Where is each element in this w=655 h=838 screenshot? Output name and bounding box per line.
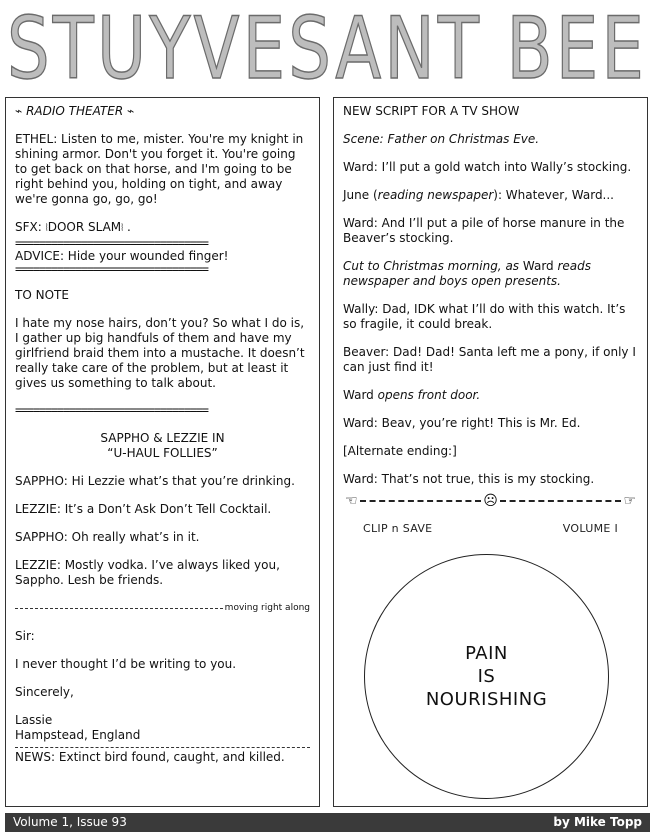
cut-line <box>343 492 638 510</box>
pointing-hand-right-icon: ☞ <box>623 493 637 509</box>
ethel-line: ETHEL: Listen to me, mister. You're my knight in shining armor. Don't you forget it. You're going to get back on that horse, and I'm going to be right behind you, holding on tight, and away we're gonna go, go, go! <box>15 132 304 206</box>
radio-icon: ⌁ <box>127 104 135 118</box>
left-column <box>5 97 320 807</box>
radio-theater-header: ⌁ RADIO THEATER ⌁ <box>15 104 135 118</box>
letter-closing: Sincerely, <box>15 685 74 699</box>
radio-icon: ⌁ <box>15 104 23 118</box>
script-line: Wally: Dad, IDK what I’ll do with this watch. It’s so fragile, it could break. <box>343 302 626 331</box>
tv-script-header: NEW SCRIPT FOR A TV SHOW <box>343 104 520 118</box>
letter-salutation: Sir: <box>15 629 35 643</box>
script-line: Beaver: Dad! Dad! Santa left me a pony, if only I can just find it! <box>343 345 636 374</box>
dialogue-line: LEZZIE: Mostly vodka. I’ve always liked you, Sappho. Lesh be friends. <box>15 558 280 587</box>
sappho-title-line1: SAPPHO & LEZZIE IN <box>100 431 225 445</box>
nose-hairs-paragraph: I hate my nose hairs, don’t you? So what I do is, I gather up big handfuls of them and have my girlfriend braid them into a mustache. It doesn’t really take care of the problem, but at least it gives us something to talk about. <box>15 316 305 390</box>
byline: by Mike Topp <box>553 815 642 829</box>
stage-direction: Cut to Christmas morning, as Ward reads newspaper and boys open presents. <box>343 259 592 288</box>
divider: ================================ <box>15 405 208 416</box>
divider: ================================ <box>15 238 208 249</box>
script-line: [Alternate ending:] <box>343 444 457 458</box>
dialogue-line: SAPPHO: Oh really what’s in it. <box>15 530 200 544</box>
advice-line: ADVICE: Hide your wounded finger! <box>15 249 229 263</box>
dashed-divider <box>15 747 310 748</box>
stage-direction: Ward opens front door. <box>343 388 481 402</box>
to-note-header: TO NOTE <box>15 288 69 302</box>
script-line: Ward: And I’ll put a pile of horse manure in the Beaver’s stocking. <box>343 216 625 245</box>
moving-right-along-label: moving right along <box>224 603 310 613</box>
script-line: Ward: Beav, you’re right! This is Mr. Ed. <box>343 416 581 430</box>
dialogue-line: SAPPHO: Hi Lezzie what’s that you’re drinking. <box>15 474 295 488</box>
masthead-logo <box>0 0 655 92</box>
masthead <box>0 0 655 92</box>
scene-line: Scene: Father on Christmas Eve. <box>343 132 540 146</box>
script-line: Ward: That’s not true, this is my stocking. <box>343 472 595 486</box>
circle-text-line: NOURISHING <box>425 689 548 710</box>
circle-text-line: PAIN <box>465 643 508 664</box>
news-line: NEWS: Extinct bird found, caught, and killed. <box>15 750 285 764</box>
sfx-line: SFX: ⦚DOOR SLAM⦚ . <box>15 220 131 234</box>
sound-wave-icon: ⦚ <box>45 223 48 234</box>
letter-location: Hampstead, England <box>15 728 141 742</box>
footer-bar <box>5 813 650 832</box>
moving-right-along-rule <box>15 601 310 616</box>
script-line: Ward: I’ll put a gold watch into Wally’s stocking. <box>343 160 632 174</box>
sound-wave-icon: ⦚ <box>121 223 124 234</box>
dialogue-line: LEZZIE: It’s a Don’t Ask Don’t Tell Cocktail. <box>15 502 272 516</box>
right-column <box>333 97 648 807</box>
divider: ================================ <box>15 264 208 275</box>
clip-labels <box>343 522 638 535</box>
pointing-hand-left-icon: ☜ <box>345 493 358 509</box>
clip-n-save-label: CLIP n SAVE <box>363 522 433 535</box>
issue-label: Volume 1, Issue 93 <box>13 815 127 829</box>
circle-text-line: IS <box>477 666 496 687</box>
coupon-circle <box>364 554 609 799</box>
letter-signature: Lassie <box>15 713 53 727</box>
script-line: June (reading newspaper): Whatever, Ward... <box>343 188 614 202</box>
frowning-face-icon: ☹ <box>483 493 498 509</box>
masthead-title: STUYVESANT BEE <box>7 0 647 92</box>
volume-label: VOLUME I <box>562 522 618 535</box>
sappho-title-line2: “U-HAUL FOLLIES” <box>107 446 218 460</box>
letter-body: I never thought I’d be writing to you. <box>15 657 237 671</box>
